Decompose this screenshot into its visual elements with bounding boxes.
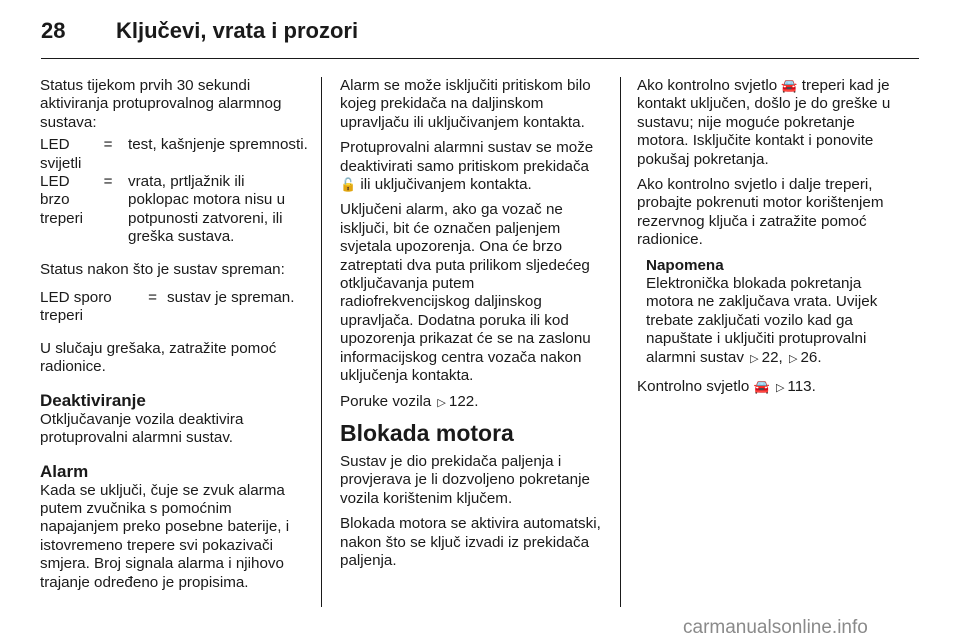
deactivate-paragraph	[340, 139, 606, 194]
table-row	[40, 173, 308, 247]
chapter-title: Ključevi, vrata i prozori	[116, 18, 359, 43]
status-intro: Status tijekom prvih 30 sekundi aktiviranja protuprovalnog alarmnog sustava:	[40, 77, 282, 131]
page-ref-arrow-icon: ▷	[437, 396, 446, 409]
immobiliser-text-1: Sustav je dio prekidača paljenja i provjerava je li dozvoljeno pokretanje vozila korištenim ključem.	[340, 452, 590, 507]
header-rule	[41, 58, 919, 59]
table-row	[40, 289, 308, 326]
page-header	[0, 0, 960, 62]
deactivate-text-b: ili uključivanjem kontakta.	[360, 176, 532, 194]
note-title: Napomena	[646, 256, 724, 274]
faults-text: U slučaju grešaka, zatražite pomoć radionice.	[40, 339, 277, 376]
column-2	[340, 77, 606, 577]
deactivation-text: Otključavanje vozila deaktivira protuprovalni alarmni sustav.	[40, 410, 244, 447]
note-box	[637, 257, 903, 368]
immobiliser-heading: Blokada motora	[340, 419, 514, 446]
page-ref-arrow-icon: ▷	[750, 352, 759, 365]
status-table-initial	[40, 136, 308, 246]
page-ref: 26.	[800, 348, 822, 366]
alarm-indication-text: Uključeni alarm, ako ga vozač ne isključi, bit će označen paljenjem svjetala upozorenja. Ona će brzo zatreptati dva puta prilikom sljedećeg otključavanja putem radiofrekvencijskog daljinskog upravljača. Dodatna poruka ili kod upozorenja prikazat će se na zaslonu informacijskog centra vozača nakon uključenja kontakta.	[340, 201, 591, 385]
warning-text-a: Ako kontrolno svjetlo	[637, 77, 778, 94]
note-text	[646, 275, 903, 368]
column-1	[40, 77, 308, 599]
status-table-ready	[40, 289, 308, 326]
table-eq: =	[103, 173, 113, 191]
table-def: vrata, prtljažnik ili poklopac motora nisu u potpunosti zatvoreni, ili greška sustava.	[128, 173, 286, 246]
table-eq: =	[103, 136, 113, 154]
vehicle-messages-ref	[340, 393, 606, 412]
column-divider-1	[321, 77, 322, 607]
table-eq: =	[148, 289, 157, 307]
spare-key-text: Ako kontrolno svjetlo i dalje treperi, probajte pokrenuti motor korištenjem rezervnog ključa i zatražite pomoć radionice.	[637, 176, 884, 249]
page-ref: 22,	[761, 348, 783, 366]
page-ref: 122.	[448, 392, 479, 410]
vehicle-messages-text: Poruke vozila	[340, 392, 432, 410]
status-ready-text: Status nakon što je sustav spreman:	[40, 260, 285, 278]
car-key-icon: 🚘	[753, 379, 770, 395]
control-light-text: Kontrolno svjetlo	[637, 378, 750, 396]
page-number: 28	[41, 18, 66, 43]
alarm-text: Kada se uključi, čuje se zvuk alarma putem zvučnika s pomoćnim napajanjem preko posebne baterije, i istovremeno trepere svi pokazivači smjera. Broj signala alarma i njihovo trajanje određeno je propisima.	[40, 481, 290, 591]
deactivate-text-a: Protuprovalni alarmni sustav se može deaktivirati samo pritiskom prekidača	[340, 139, 594, 175]
page-ref-arrow-icon: ▷	[788, 352, 798, 365]
alarm-heading: Alarm	[40, 461, 89, 481]
alarm-off-text: Alarm se može isključiti pritiskom bilo kojeg prekidača na daljinskom upravljaču ili uključivanjem kontakta.	[340, 77, 591, 131]
page-ref: 113.	[787, 378, 816, 396]
deactivation-heading: Deaktiviranje	[40, 390, 146, 410]
table-term: LED svijetli	[40, 136, 82, 172]
note-body: Elektronička blokada pokretanja motora ne zaključava vrata. Uvijek trebate zaključati vozilo kad ga napuštate i uključiti protuprovalni alarmni sustav	[646, 275, 878, 366]
warning-text-b: treperi kad je kontakt uključen, došlo je do greške u sustavu; nije moguće pokretanje motora. Isključite kontakt i ponovite pokušaj pokretanja.	[637, 77, 891, 168]
column-divider-2	[620, 77, 621, 607]
table-def: test, kašnjenje spremnosti.	[128, 136, 308, 154]
column-3	[637, 77, 903, 405]
table-term: LED brzo treperi	[40, 173, 84, 227]
table-def: sustav je spreman.	[167, 289, 295, 307]
table-term: LED sporo treperi	[40, 289, 112, 325]
warning-light-paragraph	[637, 77, 903, 169]
car-key-icon: 🚘	[781, 78, 798, 93]
control-light-ref	[637, 378, 903, 397]
immobiliser-text-2: Blokada motora se aktivira automatski, nakon što se ključ izvadi iz prekidača paljenja.	[340, 515, 601, 569]
unlock-icon: 🔓	[340, 177, 357, 193]
table-row	[40, 136, 308, 173]
watermark: carmanualsonline.info	[683, 617, 868, 638]
page-ref-arrow-icon: ▷	[775, 382, 785, 395]
